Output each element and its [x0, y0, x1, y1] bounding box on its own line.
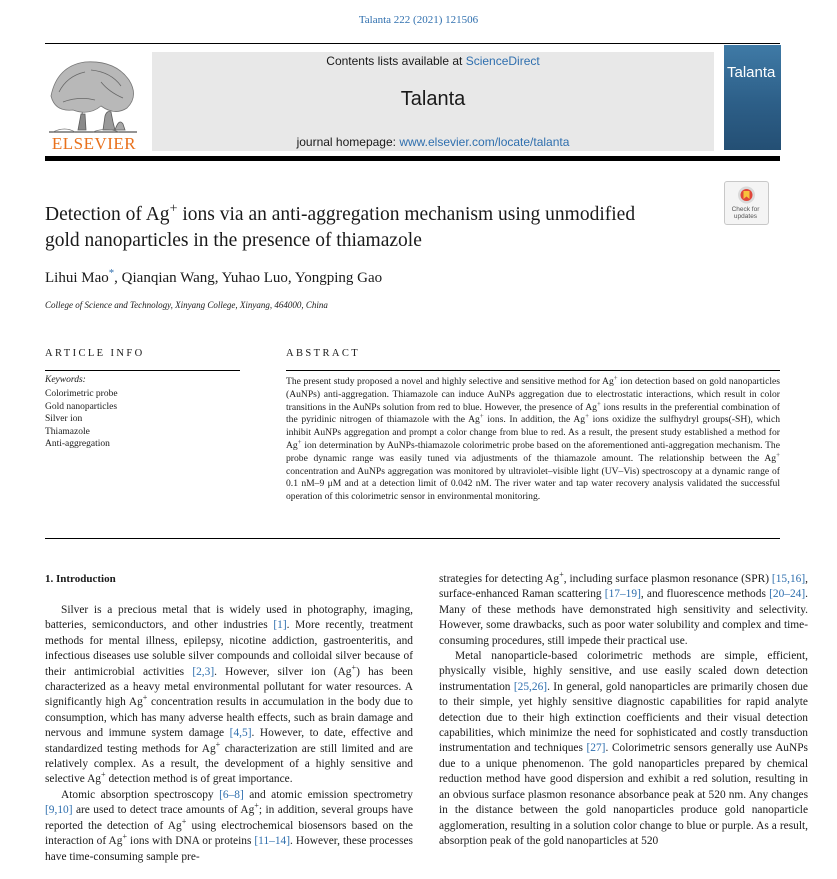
journal-homepage-link[interactable]: www.elsevier.com/locate/talanta	[399, 135, 570, 149]
body-column-right	[439, 572, 808, 849]
abstract-heading: ABSTRACT	[286, 348, 361, 359]
homepage-line: journal homepage: www.elsevier.com/locate/talanta	[296, 135, 570, 149]
author-list: Lihui Mao*, Qianqian Wang, Yuhao Luo, Yongping Gao	[45, 267, 383, 286]
citation-ref-link[interactable]: [4,5]	[229, 727, 252, 740]
citation-ref-link[interactable]: [17–19]	[604, 588, 641, 601]
contents-line: Contents lists available at ScienceDirect	[326, 54, 540, 68]
article-title: Detection of Ag+ ions via an anti-aggregation mechanism using unmodified gold nanoparticles in the presence of thiamazole	[45, 200, 636, 251]
check-for-updates-label: Check for updates	[731, 206, 760, 220]
citation-ref-link[interactable]: [20–24]	[769, 588, 806, 601]
svg-text:ELSEVIER: ELSEVIER	[51, 134, 137, 152]
body-column-left	[45, 603, 413, 865]
citation-ref-link[interactable]: [6–8]	[219, 788, 244, 801]
keyword-item: Thiamazole	[45, 426, 90, 437]
citation-ref-link[interactable]: [1]	[273, 619, 287, 632]
elsevier-logo[interactable]	[45, 52, 143, 152]
bookmark-icon	[725, 182, 768, 206]
citation-ref-link[interactable]: [25,26]	[513, 680, 548, 693]
citation-ref-link[interactable]: [15,16]	[771, 573, 806, 585]
keyword-item: Silver ion	[45, 414, 83, 424]
body-paragraph: Metal nanoparticle-based colorimetric methods are simple, efficient, physically visible, highly sensitive, and use easily scaled down detection instrumentation [25,26]. In general, gold nanoparticles are primarily chosen due to their simple, yet highly sensitive diagnostic capabilities for rapid analyte detection due to their high extinction coefficients and their visual detection capabilities, which minimize the need for sophisticated and costly transduction instrumentation and techniques [27]. Colorimetric sensors generally use AuNPs due to a unique phenomenon. The gold nanoparticles prepared by chemical reduction method have good dispersion and exhibit a red solution, resulting in an obvious surface plasmon resonance absorbance peak at 520 nm. Any changes in the distance between the gold nanoparticles produce gold nanoparticle agglomeration, resulting in a solution color change to blue or purple. As a result, absorption peak of the gold nanoparticles at 520	[439, 650, 808, 847]
affiliation: College of Science and Technology, Xinyang College, Xinyang, 464000, China	[45, 300, 328, 310]
tree-engraving-icon	[49, 62, 137, 132]
cover-title: Talanta	[727, 64, 776, 81]
top-divider	[45, 43, 780, 44]
author-name[interactable]: Lihui Mao	[45, 270, 109, 286]
body-paragraph: Silver is a precious metal that is widely used in photography, imaging, batteries, semiconductors, and other industries [1]. More recently, treatment methods for mental illness, epilepsy, nicotine addiction, gastroenteritis, and infectious diseases use soluble silver compounds and colloidal silver because of their antimicrobial activities [2,3]. However, silver ion (Ag+) has been characterized as a heavy metal environmental pollutant for water resources. A significantly high Ag+ concentration results in accumulation in the body due to consumption, which has many adverse health effects, such as brain damage and nervous and immune system damage [4,5]. However, to date, effective and standardized testing methods for Ag+ characterization are still limited and are relatively complex. As a result, the development of a highly sensitive and selective Ag+ detection method is of great importance.	[45, 604, 414, 786]
journal-cover-image[interactable]	[724, 45, 781, 150]
keywords-label: Keywords:	[45, 375, 86, 385]
introduction-heading: 1. Introduction	[45, 573, 116, 585]
citation-ref-link[interactable]: [9,10]	[45, 804, 73, 817]
keyword-item: Gold nanoparticles	[45, 401, 118, 412]
article-info-divider	[45, 370, 240, 371]
keyword-list	[45, 388, 118, 451]
corresponding-author-mark[interactable]: *	[108, 267, 115, 279]
citation-ref-link[interactable]: [27]	[586, 742, 606, 755]
header-divider	[45, 156, 780, 161]
abstract-text: The present study proposed a novel and highly selective and sensitive method for Ag+ ion detection based on gold nanoparticles (AuNPs) anti-aggregation. Thiamazole can induce AuNPs aggregation due to electrostatic interactions, which result in color transitions in the AuNPs solution from red to blue. However, the presence of Ag+ ions results in the preferential combination of the pyridinic nitrogen of thiamazole with the Ag+ ions. In addition, the Ag+ ions oxidize the sulfhydryl groups(-SH), which inhibit AuNPs aggregation and prompt a color change from blue to red. As a result, the present study established a method for Ag+ ion determination by AuNPs-thiamazole colorimetric probe based on the aforementioned anti-aggregation mechanism. The probe dynamic range was easily tuned via adjustments of the thiamazole amount. The relationship between the Ag+ concentration and AuNPs aggregation was monitored by ultraviolet–visible light (UV–Vis) spectroscopy at a dynamic range of 0.1 nM–9 μM and at a detection limit of 0.042 nM. The river water and tap water recovery analysis validated the successful operation of this colorimetric sensor in environmental monitoring.	[286, 374, 780, 503]
citation-link[interactable]: Talanta 222 (2021) 121506	[358, 14, 479, 26]
keyword-item: Anti-aggregation	[45, 439, 110, 449]
body-paragraph: Atomic absorption spectroscopy [6–8] and atomic emission spectrometry [9,10] are used to detect trace amounts of Ag+; in addition, several groups have reported the detection of Ag+ using electrochemical biosensors based on the interaction of Ag+ ions with DNA or proteins [11–14]. However, these processes have time-consuming sample pre-	[45, 788, 414, 863]
article-info-heading: ARTICLE INFO	[45, 348, 145, 359]
citation-ref-link[interactable]: [11–14]	[254, 835, 291, 848]
sciencedirect-link[interactable]: ScienceDirect	[465, 54, 540, 68]
keyword-item: Colorimetric probe	[45, 389, 118, 399]
journal-name: Talanta	[400, 88, 466, 110]
citation-ref-link[interactable]: [2,3]	[192, 665, 215, 678]
abstract-divider	[286, 370, 780, 371]
body-paragraph: strategies for detecting Ag+, including surface plasmon resonance (SPR) [15,16], surface-enhanced Raman scattering [17–19], and fluorescence methods [20–24]. Many of these methods have demonstrated high sensitivity and selectivity. However, some drawbacks, such as poor water solubility and complex and time-consuming procedures, still impede their practical use.	[439, 570, 809, 647]
section-divider	[45, 538, 780, 539]
